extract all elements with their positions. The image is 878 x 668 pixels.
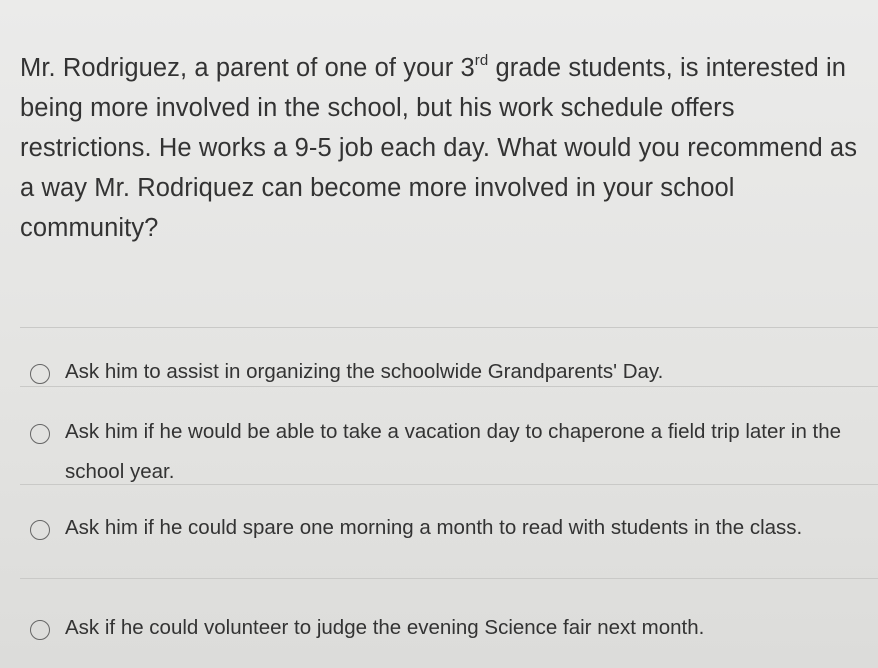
answer-option-3[interactable] [30,514,860,548]
question-text-part-2: grade students, is interested in being more involved in the school, but his work schedule offers restrictions. He works a 9-5 job each day. What would you recommend as a way Mr. Rodriquez can become more involved in your school community? [20,54,858,242]
radio-button[interactable] [30,620,50,640]
question-superscript: rd [474,51,489,69]
divider [20,578,878,579]
divider [20,484,878,485]
divider [20,327,878,328]
radio-button[interactable] [30,520,50,540]
answer-option-label: Ask him if he would be able to take a vacation day to chaperone a field trip later in the school year. [65,420,842,483]
radio-button[interactable] [30,424,50,444]
answer-option-2[interactable] [30,418,860,492]
divider [20,386,878,387]
radio-button[interactable] [30,364,50,384]
answer-option-label: Ask him if he could spare one morning a month to read with students in the class. [65,516,803,539]
answer-option-4[interactable] [30,614,860,648]
answer-option-label: Ask if he could volunteer to judge the evening Science fair next month. [65,616,705,639]
question-text [20,48,870,248]
question-text-part-1: Mr. Rodriguez, a parent of one of your 3 [20,54,475,82]
answer-option-label: Ask him to assist in organizing the schoolwide Grandparents' Day. [65,360,664,383]
